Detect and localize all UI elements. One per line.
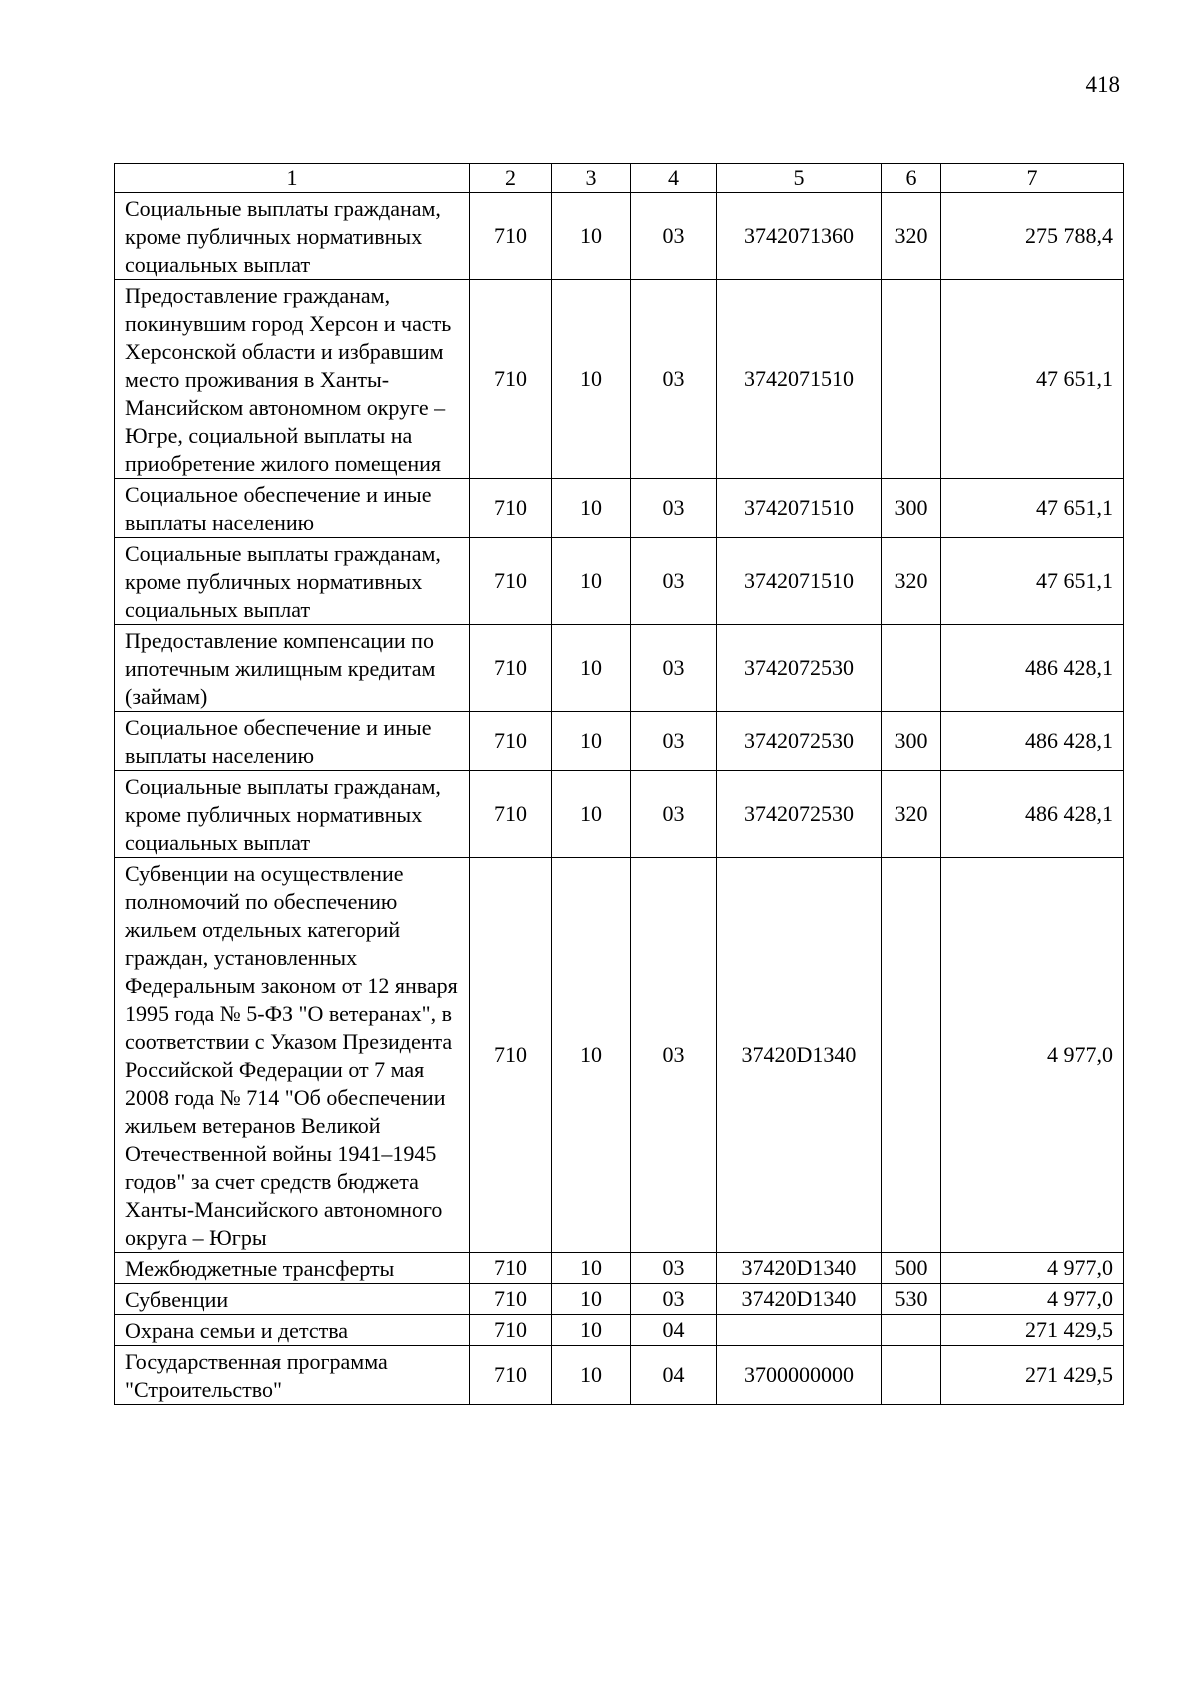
table-row: [115, 193, 1124, 280]
row-code-ministry: 710: [470, 1253, 552, 1284]
row-code-subsection: 03: [631, 712, 717, 771]
row-code-ministry: 710: [470, 771, 552, 858]
row-amount: 271 429,5: [941, 1346, 1124, 1405]
row-amount: 47 651,1: [941, 280, 1124, 479]
table-row: [115, 1315, 1124, 1346]
table-row: [115, 1346, 1124, 1405]
table-row: [115, 538, 1124, 625]
row-name: Государственная программа "Строительство": [115, 1346, 470, 1405]
row-code-section: 10: [552, 193, 631, 280]
row-code-target: 37420D1340: [717, 1253, 882, 1284]
row-code-expense-type: 320: [882, 193, 941, 280]
row-code-expense-type: [882, 625, 941, 712]
row-code-expense-type: 320: [882, 538, 941, 625]
row-amount: 486 428,1: [941, 712, 1124, 771]
row-code-target: [717, 1315, 882, 1346]
page-number: 418: [1085, 72, 1120, 97]
row-code-target: 3742072530: [717, 771, 882, 858]
row-name: Субвенции на осуществление полномочий по обеспечению жильем отдельных категорий граждан, установленных Федеральным законом от 12 января 1995 года № 5-ФЗ "О ветеранах", в соответствии с Указом Президента Российской Федерации от 7 мая 2008 года № 714 "Об обеспечении жильем ветеранов Великой Отечественной войны 1941–1945 годов" за счет средств бюджета Ханты-Мансийского автономного округа – Югры: [115, 858, 470, 1253]
row-amount: 47 651,1: [941, 538, 1124, 625]
row-code-target: 3742071360: [717, 193, 882, 280]
row-code-expense-type: [882, 1315, 941, 1346]
row-code-subsection: 03: [631, 771, 717, 858]
row-code-section: 10: [552, 479, 631, 538]
row-code-subsection: 04: [631, 1346, 717, 1405]
table-row: [115, 771, 1124, 858]
header-cell: 1: [115, 164, 470, 193]
table-header-row: [115, 164, 1124, 193]
row-code-subsection: 03: [631, 858, 717, 1253]
row-code-target: 37420D1340: [717, 1284, 882, 1315]
row-name: Социальные выплаты гражданам, кроме публичных нормативных социальных выплат: [115, 193, 470, 280]
row-name: Субвенции: [115, 1284, 470, 1315]
row-amount: 4 977,0: [941, 1284, 1124, 1315]
row-amount: 486 428,1: [941, 625, 1124, 712]
row-code-subsection: 03: [631, 625, 717, 712]
row-code-expense-type: [882, 858, 941, 1253]
row-code-expense-type: 300: [882, 712, 941, 771]
row-code-subsection: 04: [631, 1315, 717, 1346]
row-code-section: 10: [552, 538, 631, 625]
row-code-ministry: 710: [470, 280, 552, 479]
row-amount: 4 977,0: [941, 858, 1124, 1253]
row-name: Социальные выплаты гражданам, кроме публичных нормативных социальных выплат: [115, 538, 470, 625]
row-name: Социальное обеспечение и иные выплаты населению: [115, 712, 470, 771]
row-code-subsection: 03: [631, 193, 717, 280]
table-row: [115, 1253, 1124, 1284]
header-cell: 2: [470, 164, 552, 193]
table-row: [115, 858, 1124, 1253]
row-code-target: 3742072530: [717, 625, 882, 712]
row-name: Социальные выплаты гражданам, кроме публичных нормативных социальных выплат: [115, 771, 470, 858]
table-row: [115, 479, 1124, 538]
row-amount: 47 651,1: [941, 479, 1124, 538]
row-code-section: 10: [552, 1253, 631, 1284]
row-code-ministry: 710: [470, 712, 552, 771]
row-code-section: 10: [552, 280, 631, 479]
row-code-section: 10: [552, 1346, 631, 1405]
table-row: [115, 712, 1124, 771]
row-code-ministry: 710: [470, 193, 552, 280]
row-name: Предоставление гражданам, покинувшим город Херсон и часть Херсонской области и избравшим место проживания в Ханты-Мансийском автономном округе – Югре, социальной выплаты на приобретение жилого помещения: [115, 280, 470, 479]
row-name: Межбюджетные трансферты: [115, 1253, 470, 1284]
row-code-subsection: 03: [631, 1253, 717, 1284]
row-code-section: 10: [552, 625, 631, 712]
row-code-target: 37420D1340: [717, 858, 882, 1253]
row-code-expense-type: 320: [882, 771, 941, 858]
row-code-ministry: 710: [470, 1346, 552, 1405]
row-code-target: 3742072530: [717, 712, 882, 771]
row-code-section: 10: [552, 858, 631, 1253]
row-code-target: 3700000000: [717, 1346, 882, 1405]
header-cell: 6: [882, 164, 941, 193]
row-code-section: 10: [552, 1315, 631, 1346]
row-code-target: 3742071510: [717, 479, 882, 538]
row-name: Социальное обеспечение и иные выплаты населению: [115, 479, 470, 538]
budget-table: [114, 163, 1124, 1405]
table-row: [115, 280, 1124, 479]
row-code-subsection: 03: [631, 538, 717, 625]
row-code-ministry: 710: [470, 1284, 552, 1315]
row-code-section: 10: [552, 712, 631, 771]
header-cell: 7: [941, 164, 1124, 193]
row-code-subsection: 03: [631, 280, 717, 479]
row-code-subsection: 03: [631, 1284, 717, 1315]
row-name: Охрана семьи и детства: [115, 1315, 470, 1346]
table-row: [115, 1284, 1124, 1315]
row-code-expense-type: 530: [882, 1284, 941, 1315]
row-code-ministry: 710: [470, 1315, 552, 1346]
header-cell: 4: [631, 164, 717, 193]
row-name: Предоставление компенсации по ипотечным жилищным кредитам (займам): [115, 625, 470, 712]
row-code-expense-type: 300: [882, 479, 941, 538]
row-amount: 275 788,4: [941, 193, 1124, 280]
table-row: [115, 625, 1124, 712]
row-code-ministry: 710: [470, 858, 552, 1253]
row-code-target: 3742071510: [717, 538, 882, 625]
row-code-expense-type: [882, 280, 941, 479]
row-code-expense-type: [882, 1346, 941, 1405]
row-code-ministry: 710: [470, 625, 552, 712]
row-amount: 486 428,1: [941, 771, 1124, 858]
row-code-section: 10: [552, 771, 631, 858]
header-cell: 3: [552, 164, 631, 193]
row-code-ministry: 710: [470, 479, 552, 538]
row-code-ministry: 710: [470, 538, 552, 625]
row-code-section: 10: [552, 1284, 631, 1315]
row-code-expense-type: 500: [882, 1253, 941, 1284]
row-code-target: 3742071510: [717, 280, 882, 479]
header-cell: 5: [717, 164, 882, 193]
row-amount: 271 429,5: [941, 1315, 1124, 1346]
row-code-subsection: 03: [631, 479, 717, 538]
row-amount: 4 977,0: [941, 1253, 1124, 1284]
